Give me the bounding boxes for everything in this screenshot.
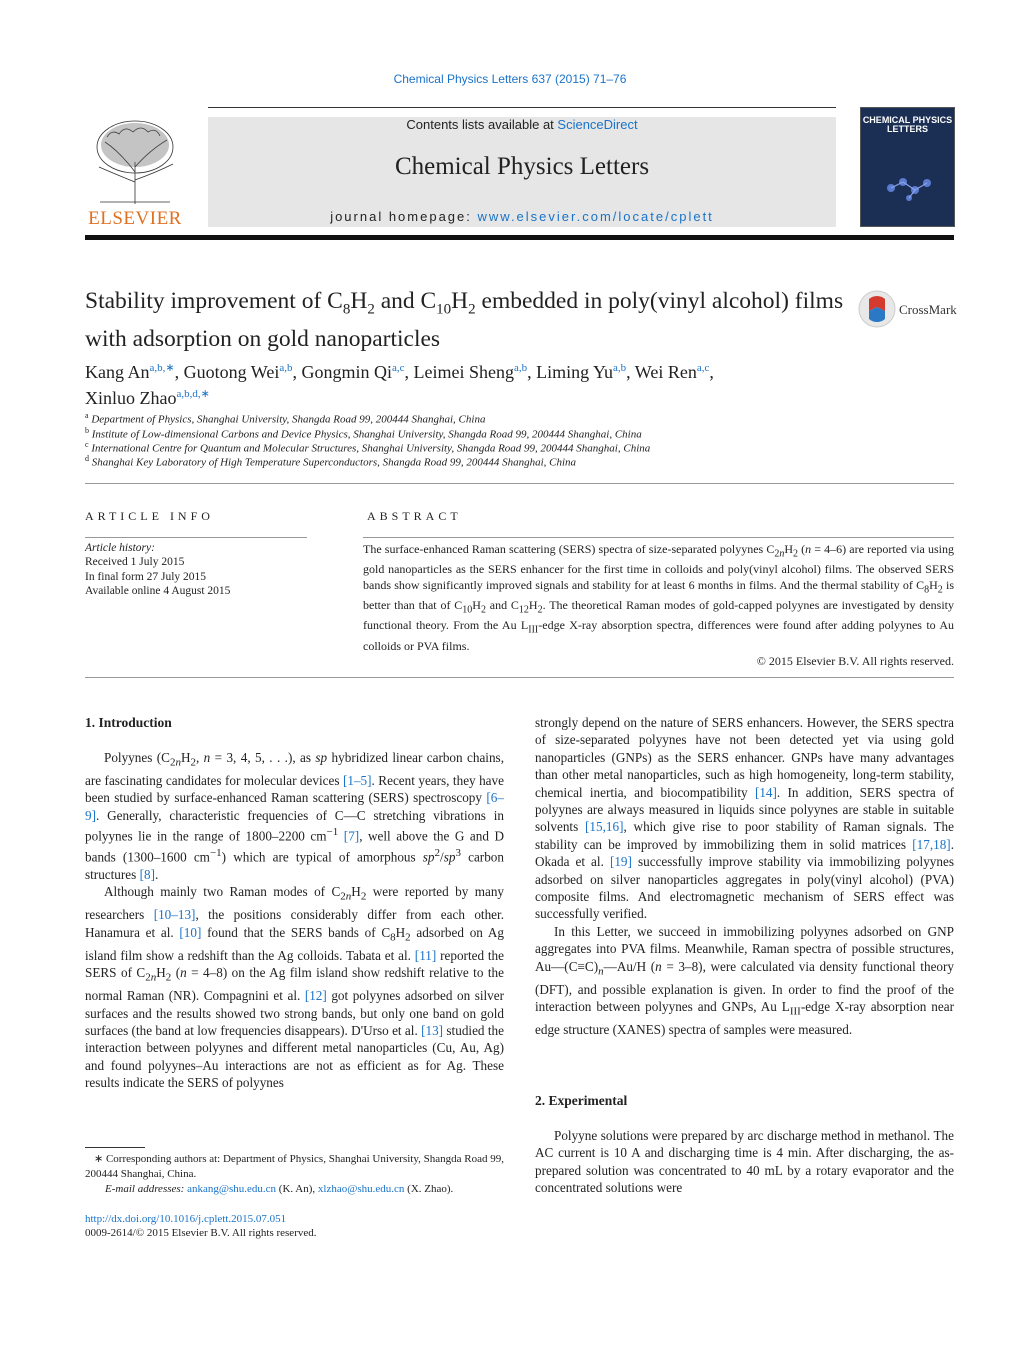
author: Guotong Wei [183,362,280,382]
intro-column-left: Polyynes ($C_{2n}H_2$, n = 3, 4, 5, . . .), as sp hybridized linear carbon chains, are fascinating candidates for molecular devices [1–5]. Recent years, they have been studied by surface-enhanced Raman scattering (SERS) spectroscopy [6–9]. Generally, characteristic frequencies of C—C stretching vibrations in polyynes lie in the range of 1800–2200 $cm^{-1}$ [7], well above the G and D bands (1300–1600 $cm^{-1}$) which are typical of amorphous $sp^2/sp^3$ carbon structures [8]. Although mainly two Raman modes of $C_{2n}H_2$ were reported by many researchers [10–13], the positions considerably differ from each other. Hanamura et al. [10] found that the SERS bands of $C_8H_2$ adsorbed on Ag island film show a redshift than the Ag colloids. Tabata et al. [11] reported the SERS of $C_{2n}H_2$ (n = 4–8) on the Ag film island show redshift relative to the normal Raman (NR). Compagnini et al. [12] got polyynes adsorbed on silver surfaces and the results showed two strong bands, but only one band on gold surfaces (the band at low frequencies disappears). D'Urso et al. [13] studied the interaction between polyynes and different metal nanoparticles (Cu, Au, Ag) and found polyynes–Au interactions are not as efficient as for Ag. These results indicate the SERS of polyynes [85,750,505,1091]
header-divider [85,235,954,240]
author: Liming Yu [536,362,613,382]
history-label: Article history: [85,542,155,554]
divider [85,677,954,678]
abstract-copyright: © 2015 Elsevier B.V. All rights reserved. [756,654,954,669]
final-form-date: In final form 27 July 2015 [85,570,207,583]
footnote-rule [85,1147,145,1148]
author: Wei Ren [634,362,697,382]
homepage-prefix: journal homepage: [330,209,478,224]
author-list: Kang $An^{a,b,∗}$, Guotong Wei$^{a,b}$, Gongmin Qi$^{a,c}$, Leimei Sheng$^{a,b}$, Liming Yu$^{a,b}$, Wei Ren$^{a,c}$, Xinluo Zhao$^{a,b,d,∗}$ [85,362,714,408]
journal-cover[interactable] [860,107,955,227]
contents-line [208,117,836,132]
issn-line: 0009-2614/© 2015 Elsevier B.V. All rights reserved. [85,1227,317,1239]
elsevier-logo [85,112,185,227]
crossmark-label: CrossMark [899,302,957,317]
author: Gongmin Qi [301,362,392,382]
header-rule [208,107,836,108]
journal-homepage [208,209,836,224]
corresponding-footnote: ∗ Corresponding authors at: Department of Physics, Shanghai University, Shangda Road 99, 200444 Shanghai, China. [85,1153,504,1180]
author: Xinluo Zhao [85,388,177,408]
abstract-heading: ABSTRACT [367,509,462,523]
affiliation: $^c$ International Centre for Quantum and Molecular Structures, Shanghai University, Shangda Road 99, 200444 Shanghai, China [85,440,651,455]
affiliation: $^a$ Department of Physics, Shanghai University, Shangda Road 99, 200444 Shanghai, China [85,411,486,426]
experimental-text: Polyyne solutions were prepared by arc discharge method in methanol. The AC current is 10 A and discharging time is 4 min. After discharging, the as-prepared solution was concentrated to 40 mL by a rotary evaporator and the concentrated solutions were [535,1128,954,1196]
author: Kang An [85,362,150,382]
abstract-text: The surface-enhanced Raman scattering (SERS) spectra of size-separated polyynes $C_{2n}H_2$ (n = 4–6) are reported via using gold nanoparticles as the SERS enhancer for the first time in colloids and poly(vinyl alcohol) films. The observed SERS bands show significantly improved signals and stability for at least 6 months in films. And the thermal stability of $C_8H_2$ is better than that of $C_{10}H_2$ and $C_{12}H_2$. The theoretical Raman modes of gold-capped polyynes are investigated by density functional theory. From the Au $L_{III}$-edge X-ray absorption spectra, differences were found after adding polyynes to Au colloids or PVA films. © 2015 Elsevier B.V. All rights reserved. [363,542,954,669]
sciencedirect-link[interactable]: ScienceDirect [557,117,638,132]
author: Leimei Sheng [413,362,514,382]
homepage-link[interactable]: www.elsevier.com/locate/cplett [477,209,714,224]
article-title: Stability improvement of $C_8H_2$ and $C_{10}H_2$ embedded in poly(vinyl alcohol) films with adsorption on gold nanoparticles [85,288,844,352]
online-date: Available online 4 August 2015 [85,585,231,597]
divider [85,537,307,538]
journal-reference[interactable]: Chemical Physics Letters 637 (2015) 71–76 [393,72,627,86]
section-heading: 1. Introduction [85,715,172,730]
cover-artwork [881,168,941,208]
journal-title: Chemical Physics Letters [394,153,650,180]
email-footnote: E-mail addresses: ankang@shu.edu.cn (K. An), xlzhao@shu.edu.cn (X. Zhao). [105,1183,454,1195]
divider [363,537,954,538]
email-link[interactable]: ankang@shu.edu.cn [187,1183,277,1195]
contents-prefix: Contents lists available at [406,117,558,132]
intro-column-right: strongly depend on the nature of SERS enhancers. However, the SERS spectra of size-separated polyynes have not been detected yet via using gold nanoparticles (GNPs) as the SERS enhancer. GNPs have many advantages than other metal nanoparticles, such as high homogeneity, long-term stability, chemical inertia, and biocompatibility [14]. In addition, SERS spectra of polyynes are always measured in liquids since polyynes are stable in suitable solvents [15,16], which give rise to poor stability of Raman signals. The stability can be improved by immobilizing them in solid matrices [17,18]. Okada et al. [19] successfully improve stability via immobilizing polyynes adsorbed on silver nanoparticles aggregates in poly(vinyl alcohol) (PVA) composite films. And electromagnetic mechanism of SERS effect was successfully verified. In this Letter, we succeed in immobilizing polyynes adsorbed on GNP aggregates into PVA films. Meanwhile, Raman spectra of possible structures, $Au—(C\equiv C)_n—Au/H$ (n = 3–8), were calculated via density functional theory (DFT), and possible explanation is given. In order to find the proof of the interaction between polyynes and GNPs, Au $L_{III}$-edge X-ray absorption near edge structure (XANES) spectra of samples were measured. [535,715,954,1038]
received-date: Received 1 July 2015 [85,556,185,568]
publisher-wordmark: ELSEVIER [88,208,182,229]
section-heading: 2. Experimental [535,1093,628,1108]
email-link[interactable]: xlzhao@shu.edu.cn [317,1183,405,1195]
crossmark-icon [858,289,898,329]
affiliation: $^b$ Institute of Low-dimensional Carbons and Device Physics, Shanghai University, Shangda Road 99, 200444 Shanghai, China [85,426,642,441]
affiliation: $^d$ Shanghai Key Laboratory of High Temperature Superconductors, Shangda Road 99, 200444 Shanghai, China [85,454,577,469]
crossmark-badge[interactable] [858,289,958,329]
divider [85,483,954,484]
article-info-heading: ARTICLE INFO [85,509,214,523]
cover-title: CHEMICAL PHYSICS LETTERS [862,115,953,134]
doi-link[interactable]: http://dx.doi.org/10.1016/j.cplett.2015.07.051 [85,1213,287,1225]
